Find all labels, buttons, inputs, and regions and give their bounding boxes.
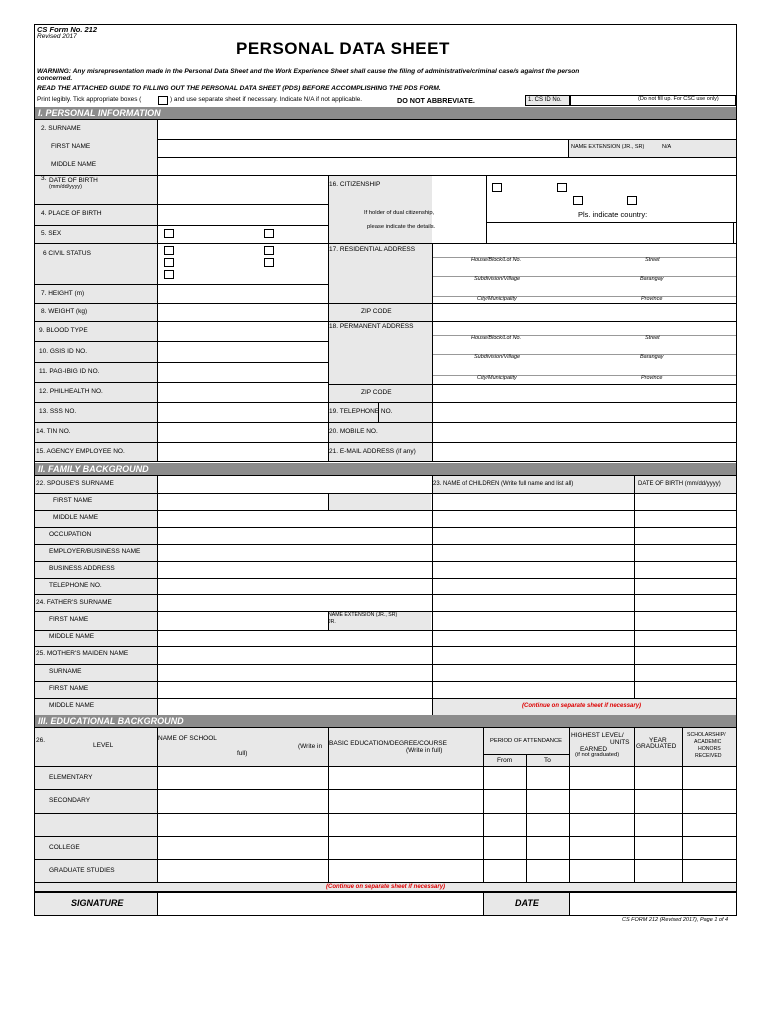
label-name-extension: NAME EXTENSION (JR., SR)	[571, 144, 645, 150]
label-res-province: Province	[641, 296, 663, 302]
signature-label: SIGNATURE	[71, 898, 124, 908]
label-course-write: (Write in full)	[406, 747, 443, 754]
label-email: 21. E-MAIL ADDRESS (if any)	[329, 448, 416, 455]
page-footer: CS FORM 212 (Revised 2017), Page 1 of 4	[622, 917, 729, 923]
label-elementary: ELEMENTARY	[49, 774, 93, 781]
label-father-surname: 24. FATHER'S SURNAME	[36, 599, 112, 606]
instructions-a: Print legibly. Tick appropriate boxes (	[37, 96, 142, 103]
label-height: 7. HEIGHT (m)	[41, 290, 85, 297]
label-res-barangay: Barangay	[640, 276, 664, 282]
date-field[interactable]	[570, 893, 736, 915]
label-father-middle: MIDDLE NAME	[49, 633, 95, 640]
label-year: YEAR	[649, 737, 667, 744]
label-surname: 2. SURNAME	[41, 125, 81, 132]
sex-male-checkbox[interactable]	[164, 229, 174, 238]
label-gsis: 10. GSIS ID NO.	[39, 348, 88, 355]
label-level: LEVEL	[93, 742, 114, 749]
label-edu-number: 26.	[36, 737, 46, 744]
label-civil-status: 6 CIVIL STATUS	[43, 250, 91, 257]
label-first-name: FIRST NAME	[51, 143, 91, 150]
label-dob-format: (mm/dd/yyyy)	[49, 184, 82, 190]
label-perm-barangay: Barangay	[640, 354, 664, 360]
label-mother-middle: MIDDLE NAME	[49, 702, 95, 709]
label-philhealth: 12. PHILHEALTH NO.	[39, 388, 103, 395]
dual-by-birth-checkbox[interactable]	[573, 196, 583, 205]
section-personal-title: I. PERSONAL INFORMATION	[38, 108, 161, 118]
family-continue-note: (Continue on separate sheet if necessary)	[522, 703, 642, 709]
dual-by-naturalization-checkbox[interactable]	[627, 196, 637, 205]
label-school-name: NAME OF SCHOOL	[158, 735, 217, 742]
civil-single-checkbox[interactable]	[164, 246, 174, 255]
label-perm-subdivision: Subdivision/Village	[474, 354, 521, 360]
label-graduate-studies: GRADUATE STUDIES	[49, 867, 115, 874]
label-dual-details: please indicate the details.	[367, 224, 436, 230]
label-to: To	[544, 757, 551, 764]
instructions-b: ) and use separate sheet if necessary. Indicate N/A if not applicable.	[170, 96, 363, 103]
label-father-first: FIRST NAME	[49, 616, 89, 623]
label-residential-address: 17. RESIDENTIAL ADDRESS	[329, 246, 416, 253]
label-course: BASIC EDUCATION/DEGREE/COURSE	[329, 740, 447, 747]
section-personal-information	[35, 107, 736, 119]
name-extension-value: N/A	[662, 144, 672, 150]
csc-use-note: (Do not fill up. For CSC use only)	[638, 96, 719, 102]
label-spouse-telephone: TELEPHONE NO.	[49, 582, 102, 589]
label-perm-city: City/Municipality	[477, 375, 517, 381]
label-employer: EMPLOYER/BUSINESS NAME	[49, 548, 141, 555]
civil-others-checkbox[interactable]	[164, 270, 174, 279]
label-res-street: Street	[645, 257, 660, 263]
label-citizenship: 16. CITIZENSHIP	[329, 181, 381, 188]
label-dob-number: 3.	[41, 175, 47, 182]
label-father-ext-jr: JR.	[328, 619, 336, 625]
label-units: UNITS	[610, 739, 630, 746]
label-indicate-country: Pls. indicate country:	[578, 210, 648, 219]
label-tin: 14. TIN NO.	[36, 428, 71, 435]
education-level-col	[35, 766, 157, 882]
label-permanent-address: 18. PERMANENT ADDRESS	[329, 323, 414, 330]
label-res-house: House/Block/Lot No.	[471, 257, 522, 263]
label-mother-maiden: 25. MOTHER'S MAIDEN NAME	[36, 650, 129, 657]
label-sex: 5. SEX	[41, 230, 62, 237]
label-perm-house: House/Block/Lot No.	[471, 335, 522, 341]
label-school-write: (Write in	[298, 743, 323, 750]
cs-id-label: 1. CS ID No.	[528, 97, 562, 103]
signature-field[interactable]	[158, 893, 483, 915]
spouse-ext-box	[328, 493, 431, 510]
civil-widowed-checkbox[interactable]	[164, 258, 174, 267]
date-label: DATE	[515, 898, 539, 908]
form-revision: Revised 2017	[37, 33, 77, 40]
label-secondary: SECONDARY	[49, 797, 91, 804]
section-family-title: II. FAMILY BACKGROUND	[38, 464, 149, 474]
label-attendance: PERIOD OF ATTENDANCE	[490, 738, 563, 744]
label-scholarship: SCHOLARSHIP/	[687, 732, 726, 738]
civil-married-checkbox[interactable]	[264, 246, 274, 255]
label-telephone: 19. TELEPHONE NO.	[329, 408, 393, 415]
label-business-address: BUSINESS ADDRESS	[49, 565, 115, 572]
page-title: PERSONAL DATA SHEET	[236, 39, 450, 58]
label-perm-street: Street	[645, 335, 660, 341]
label-mother-surname: SURNAME	[49, 668, 82, 675]
family-label-col	[35, 475, 157, 715]
label-mobile: 20. MOBILE NO.	[329, 428, 378, 435]
label-spouse-first: FIRST NAME	[53, 497, 93, 504]
civil-separated-checkbox[interactable]	[264, 258, 274, 267]
label-graduated: GRADUATED	[636, 743, 677, 750]
label-father-ext: NAME EXTENSION (JR., SR)	[328, 612, 398, 618]
label-middle-name: MIDDLE NAME	[51, 161, 97, 168]
label-not-graduated: (if not graduated)	[575, 752, 620, 758]
label-date-of-birth: DATE OF BIRTH	[49, 177, 98, 184]
label-perm-zip: ZIP CODE	[361, 389, 392, 396]
sex-female-checkbox[interactable]	[264, 229, 274, 238]
label-res-zip: ZIP CODE	[361, 308, 392, 315]
label-dual-citizenship: If holder of dual citizenship,	[364, 210, 435, 216]
citizenship-label-col	[328, 176, 435, 461]
read-guide-text: READ THE ATTACHED GUIDE TO FILLING OUT THE PERSONAL DATA SHEET (PDS) BEFORE ACCOMPLISHING THE PDS FORM.	[37, 85, 441, 92]
education-continue-note: (Continue on separate sheet if necessary)	[326, 884, 446, 890]
label-college: COLLEGE	[49, 844, 80, 851]
label-sss: 13. SSS NO.	[39, 408, 77, 415]
label-res-subdivision: Subdivision/Village	[474, 276, 521, 282]
section-educational-background	[35, 715, 736, 727]
label-pagibig: 11. PAG-IBIG ID NO.	[39, 368, 100, 375]
section-education-title: III. EDUCATIONAL BACKGROUND	[38, 716, 184, 726]
label-academic: ACADEMIC	[694, 739, 722, 745]
label-from: From	[497, 757, 513, 764]
label-spouse-middle: MIDDLE NAME	[53, 514, 99, 521]
label-earned: EARNED	[580, 746, 608, 753]
label-mother-first: FIRST NAME	[49, 685, 89, 692]
label-children-dob: DATE OF BIRTH (mm/dd/yyyy)	[638, 481, 721, 487]
label-occupation: OCCUPATION	[49, 531, 92, 538]
label-res-city: City/Municipality	[477, 296, 517, 302]
warning-text-cont: concerned.	[37, 75, 73, 82]
sample-checkbox	[158, 96, 168, 105]
label-perm-province: Province	[641, 375, 663, 381]
label-honors: HONORS	[698, 746, 721, 752]
form-number: CS Form No. 212	[37, 25, 98, 34]
label-received: RECEIVED	[695, 753, 722, 759]
warning-text: WARNING: Any misrepresentation made in the Personal Data Sheet and the Work Experience Sheet shall cause the filing of administrative/criminal case/s against the person	[37, 68, 580, 75]
label-school-full: full)	[237, 750, 248, 757]
label-highest-level: HIGHEST LEVEL/	[571, 732, 624, 739]
citizenship-filipino-checkbox[interactable]	[492, 183, 502, 192]
label-spouse-surname: 22. SPOUSE'S SURNAME	[36, 480, 114, 487]
section-family-background	[35, 463, 736, 475]
label-weight: 8. WEIGHT (kg)	[41, 308, 88, 315]
label-children: 23. NAME of CHILDREN (Write full name and list all)	[433, 481, 574, 487]
citizenship-dual-checkbox[interactable]	[557, 183, 567, 192]
label-blood-type: 9. BLOOD TYPE	[39, 327, 88, 334]
no-abbreviate-text: DO NOT ABBREVIATE.	[397, 96, 475, 105]
label-place-of-birth: 4. PLACE OF BIRTH	[41, 210, 102, 217]
label-agency-no: 15. AGENCY EMPLOYEE NO.	[36, 448, 125, 455]
